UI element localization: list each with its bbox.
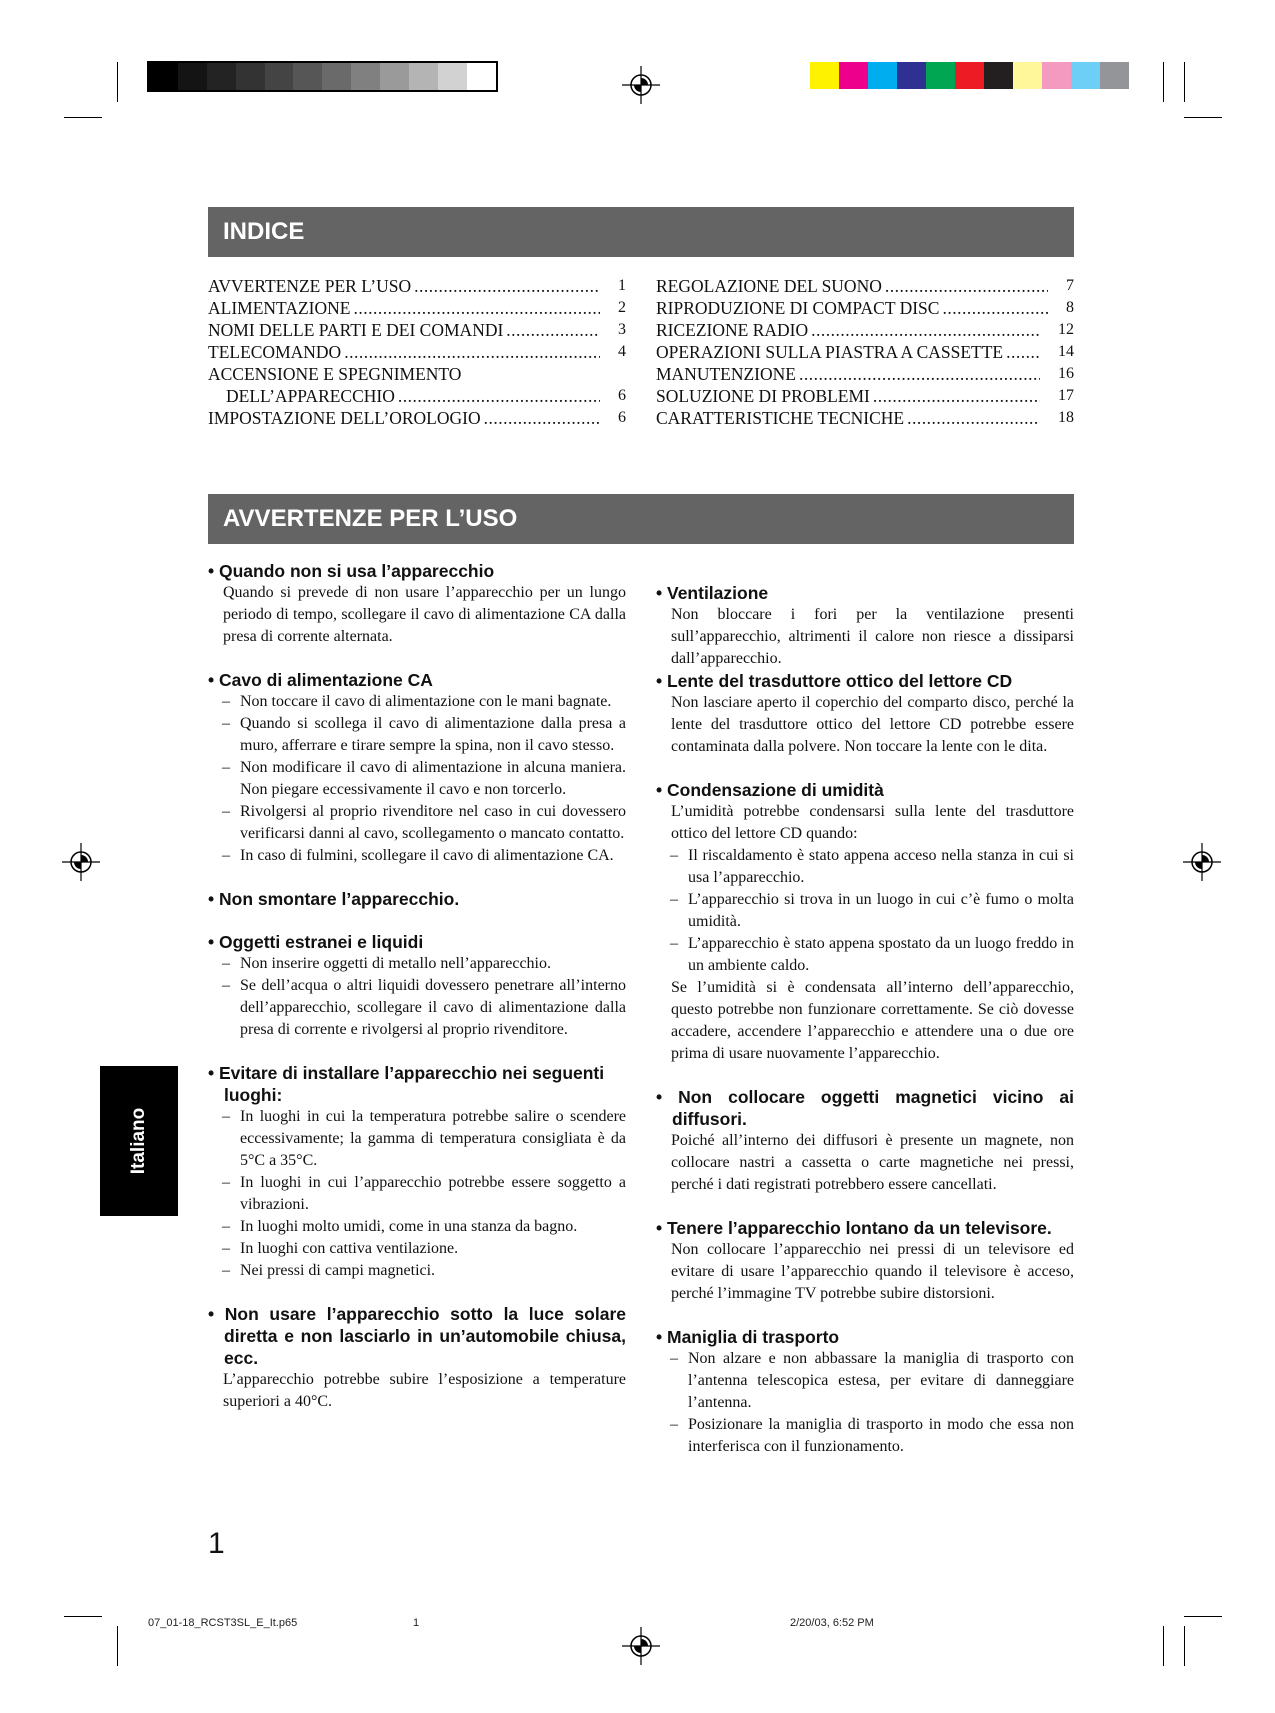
toc-entry: [208, 297, 626, 319]
footer-page: 1: [413, 1617, 420, 1629]
gray-swatch: [149, 63, 178, 90]
gray-swatch: [265, 63, 294, 90]
toc-leader-dots: [873, 385, 1040, 407]
toc-entry-page: 6: [618, 387, 626, 404]
toc-entry: [208, 385, 626, 407]
indice-header: INDICE: [208, 207, 1074, 257]
registration-mark-bottom: [622, 1627, 660, 1665]
section-heading: • Non smontare l’apparecchio.: [208, 889, 460, 909]
toc-entry: [656, 297, 1074, 319]
list-item: – Il riscaldamento è stato appena acceso nella stanza in cui si usa l’apparecchio.: [688, 845, 1074, 889]
toc-leader-dots: [353, 297, 600, 319]
toc-entry-title: ACCENSIONE E SPEGNIMENTO: [208, 364, 462, 384]
toc-entry-title: TELECOMANDO: [208, 342, 342, 362]
dash-list: [656, 845, 1074, 977]
section-text: Non bloccare i fori per la ventilazione presenti sull’apparecchio, altrimenti il calore non riesce a dissiparsi dall’apparecchio.: [671, 606, 1074, 667]
section-text: L’umidità potrebbe condensarsi sulla lente del trasduttore ottico del lettore CD quando:: [671, 803, 1074, 842]
toc-entry: [656, 385, 1074, 407]
toc-entry-title: OPERAZIONI SULLA PIASTRA A CASSETTE: [656, 342, 1004, 362]
section-heading: • Maniglia di trasporto: [656, 1327, 840, 1347]
page-number: 1: [208, 1527, 225, 1560]
toc-leader-dots: [398, 385, 600, 407]
gray-swatch: [467, 63, 496, 90]
dash-list: [208, 1106, 626, 1282]
section-heading: • Quando non si usa l’apparecchio: [208, 561, 495, 581]
dash-list: [656, 1348, 1074, 1458]
toc-entry-title: DELL’APPARECCHIO: [226, 386, 395, 406]
toc-entry-title: AVVERTENZE PER L’USO: [208, 276, 412, 296]
gray-swatch: [322, 63, 351, 90]
registration-mark-left: [62, 843, 100, 881]
list-item: – In luoghi in cui la temperatura potrebbe salire o scendere eccessivamente; la gamma di temperatura consigliata è da 5°C a 35°C.: [240, 1106, 626, 1172]
gray-swatch: [351, 63, 380, 90]
toc-leader-dots: [414, 275, 600, 297]
toc-entry: [208, 341, 626, 363]
toc-leader-dots: [942, 297, 1048, 319]
color-swatch: [1042, 62, 1071, 89]
list-item: – Rivolgersi al proprio rivenditore nel caso in cui dovessero verificarsi danni al cavo, scollegamento o mancato contatto.: [240, 801, 626, 845]
color-swatch: [955, 62, 984, 89]
registration-mark-top: [622, 66, 660, 104]
section-text: Non collocare l’apparecchio nei pressi di un televisore ed evitare di usare l’apparecchio quando il televisore è acceso, perché l’immagine TV potrebbe subire distorsioni.: [671, 1241, 1074, 1302]
section-heading: • Non collocare oggetti magnetici vicino ai diffusori.: [656, 1087, 1074, 1129]
section-heading: • Ventilazione: [656, 583, 769, 603]
toc-leader-dots: [344, 341, 600, 363]
section-text: Se l’umidità si è condensata all’interno dell’apparecchio, questo potrebbe non funzionare correttamente. Se ciò dovesse accadere, accendere l’apparecchio e attendere una o due ore prima di usare nuovamente l’apparecchio.: [671, 979, 1074, 1062]
section-heading: • Cavo di alimentazione CA: [208, 670, 433, 690]
section-text: Non lasciare aperto il coperchio del comparto disco, perché la lente del trasduttore ottico del lettore CD potrebbe essere contaminata dalla polvere. Non toccare la lente con le dita.: [671, 694, 1074, 755]
section-heading: • Evitare di installare l’apparecchio nei seguenti luoghi:: [208, 1063, 605, 1105]
gray-swatch: [380, 63, 409, 90]
toc-entry-title: REGOLAZIONE DEL SUONO: [656, 276, 882, 296]
section-heading: • Non usare l’apparecchio sotto la luce solare diretta e non lasciarlo in un’automobile chiusa, ecc.: [208, 1304, 626, 1368]
toc-entry-page: 4: [618, 343, 626, 360]
footer-datetime: 2/20/03, 6:52 PM: [790, 1617, 874, 1629]
color-swatch: [868, 62, 897, 89]
toc-entry: [656, 275, 1074, 297]
avvertenze-right-column: [656, 582, 1074, 1458]
toc-entry-page: 3: [618, 321, 626, 338]
list-item: – In luoghi molto umidi, come in una stanza da bagno.: [240, 1216, 626, 1238]
avvertenze-header: AVVERTENZE PER L’USO: [208, 494, 1074, 544]
section-heading: • Lente del trasduttore ottico del lettore CD: [656, 671, 1013, 691]
list-item: – In luoghi in cui l’apparecchio potrebbe essere soggetto a vibrazioni.: [240, 1172, 626, 1216]
gray-swatch: [236, 63, 265, 90]
toc-entry: [656, 363, 1074, 385]
list-item: – L’apparecchio è stato appena spostato da un luogo freddo in un ambiente caldo.: [688, 933, 1074, 977]
toc-entry: [208, 319, 626, 341]
toc-leader-dots: [907, 407, 1040, 429]
toc-entry-title: MANUTENZIONE: [656, 364, 796, 384]
section-text: Quando si prevede di non usare l’apparecchio per un lungo periodo di tempo, scollegare il cavo di alimentazione CA dalla presa di corrente alternata.: [223, 584, 626, 645]
gray-swatch: [293, 63, 322, 90]
toc-entry-page: 16: [1058, 365, 1074, 382]
color-swatch: [897, 62, 926, 89]
color-swatch: [1071, 62, 1100, 89]
toc-entry-page: 12: [1058, 321, 1074, 338]
toc-leader-dots: [811, 319, 1040, 341]
toc-leader-dots: [484, 407, 600, 429]
toc-entry-title: RICEZIONE RADIO: [656, 320, 809, 340]
toc-leader-dots: [799, 363, 1040, 385]
color-swatch: [926, 62, 955, 89]
toc-entry-page: 1: [618, 277, 626, 294]
gray-swatch: [409, 63, 438, 90]
section-text: L’apparecchio potrebbe subire l’esposizione a temperature superiori a 40°C.: [223, 1371, 626, 1410]
list-item: – Se dell’acqua o altri liquidi dovessero penetrare all’interno dell’apparecchio, scollegare il cavo di alimentazione dalla presa di corrente e rivolgersi al proprio rivenditore.: [240, 975, 626, 1041]
section-heading: • Oggetti estranei e liquidi: [208, 932, 424, 952]
toc-leader-dots: [506, 319, 600, 341]
toc-entry-title: RIPRODUZIONE DI COMPACT DISC: [656, 298, 940, 318]
dash-list: [208, 953, 626, 1041]
toc-entry-page: 6: [618, 409, 626, 426]
language-tab-label: Italiano: [128, 1107, 149, 1175]
color-swatch: [839, 62, 868, 89]
color-swatch: [1013, 62, 1042, 89]
dash-list: [208, 691, 626, 867]
toc-leader-dots: [885, 275, 1048, 297]
color-swatch: [984, 62, 1013, 89]
toc-entry-page: 7: [1066, 277, 1074, 294]
section-heading: • Tenere l’apparecchio lontano da un televisore.: [656, 1218, 1052, 1238]
registration-mark-right: [1183, 843, 1221, 881]
toc-entry-title: ALIMENTAZIONE: [208, 298, 351, 318]
list-item: – Quando si scollega il cavo di alimentazione dalla presa a muro, afferrare e tirare sempre la spina, non il cavo stesso.: [240, 713, 626, 757]
toc-entry-page: 2: [618, 299, 626, 316]
toc-entry: [656, 341, 1074, 363]
toc-right-column: [656, 275, 1074, 429]
avvertenze-left-column: [208, 560, 626, 1413]
toc-entry-title: SOLUZIONE DI PROBLEMI: [656, 386, 870, 406]
gray-swatch: [207, 63, 236, 90]
language-tab: [100, 1066, 178, 1216]
toc-entry: [208, 363, 626, 385]
gray-swatch: [178, 63, 207, 90]
toc-entry-title: CARATTERISTICHE TECNICHE: [656, 408, 905, 428]
list-item: – Non inserire oggetti di metallo nell’apparecchio.: [240, 953, 626, 975]
color-calibration-bar: [810, 62, 1129, 89]
footer-filename: 07_01-18_RCST3SL_E_It.p65: [148, 1617, 298, 1629]
toc-leader-dots: [1006, 341, 1040, 363]
list-item: – Non toccare il cavo di alimentazione con le mani bagnate.: [240, 691, 626, 713]
toc-entry: [208, 275, 626, 297]
list-item: – In caso di fulmini, scollegare il cavo di alimentazione CA.: [240, 845, 626, 867]
toc-entry-title: NOMI DELLE PARTI E DEI COMANDI: [208, 320, 504, 340]
gray-calibration-bar: [147, 61, 498, 92]
toc-entry: [208, 407, 626, 429]
toc-entry-page: 18: [1058, 409, 1074, 426]
list-item: – Non modificare il cavo di alimentazione in alcuna maniera. Non piegare eccessivamente il cavo e non torcerlo.: [240, 757, 626, 801]
color-swatch: [1100, 62, 1129, 89]
list-item: – Posizionare la maniglia di trasporto in modo che essa non interferisca con il funzionamento.: [688, 1414, 1074, 1458]
gray-swatch: [438, 63, 467, 90]
toc-entry-page: 17: [1058, 387, 1074, 404]
toc-entry-page: 8: [1066, 299, 1074, 316]
section-heading: • Condensazione di umidità: [656, 780, 884, 800]
list-item: – L’apparecchio si trova in un luogo in cui c’è fumo o molta umidità.: [688, 889, 1074, 933]
toc-left-column: [208, 275, 626, 429]
list-item: – Nei pressi di campi magnetici.: [240, 1260, 626, 1282]
toc-entry-title: IMPOSTAZIONE DELL’OROLOGIO: [208, 408, 481, 428]
list-item: – In luoghi con cattiva ventilazione.: [240, 1238, 626, 1260]
toc-entry: [656, 407, 1074, 429]
list-item: – Non alzare e non abbassare la maniglia di trasporto con l’antenna telescopica estesa, per evitare di danneggiare l’antenna.: [688, 1348, 1074, 1414]
toc-entry: [656, 319, 1074, 341]
section-text: Poiché all’interno dei diffusori è presente un magnete, non collocare nastri a cassetta o carte magnetiche nei pressi, perché i dati registrati potrebbero essere cancellati.: [671, 1132, 1074, 1193]
toc-entry-page: 14: [1058, 343, 1074, 360]
color-swatch: [810, 62, 839, 89]
